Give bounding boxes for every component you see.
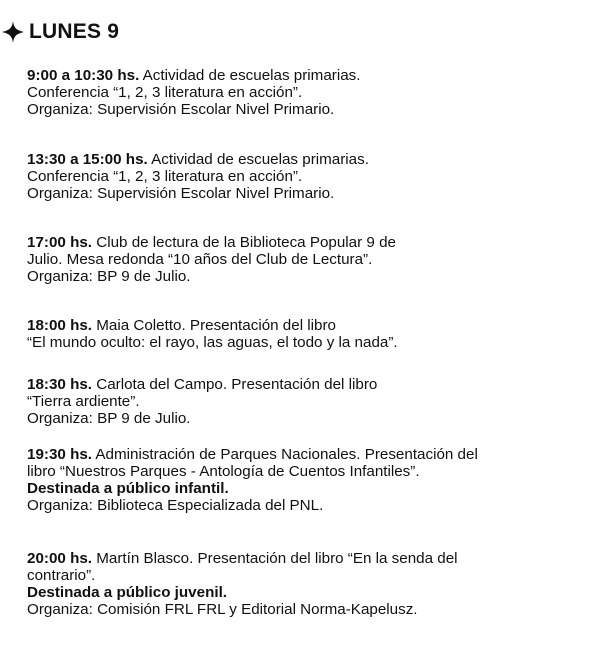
event-audience-note: Destinada a público juvenil. (27, 584, 228, 601)
event-first-line (27, 550, 597, 567)
event-time: 20:00 hs. (27, 550, 93, 567)
event-first-line (27, 151, 597, 168)
event-organizer: Organiza: Biblioteca Especializada del PNL. (27, 497, 324, 514)
event-description: Administración de Parques Nacionales. Presentación del (92, 446, 478, 463)
event-item (27, 446, 597, 514)
event-line: “Tierra ardiente”. (27, 393, 140, 410)
event-first-line (27, 317, 597, 334)
event-organizer: Organiza: Comisión FRL FRL y Editorial Norma-Kapelusz. (27, 601, 418, 618)
event-audience-note: Destinada a público infantil. (27, 480, 229, 497)
event-time: 13:30 a 15:00 hs. (27, 151, 148, 168)
event-description: Maia Coletto. Presentación del libro (92, 317, 336, 334)
event-description: Carlota del Campo. Presentación del libro (92, 376, 378, 393)
event-first-line (27, 446, 597, 463)
event-line: Organiza: BP 9 de Julio. (27, 268, 191, 285)
event-line: Conferencia “1, 2, 3 literatura en acción”. (27, 168, 303, 185)
event-line: contrario”. (27, 567, 96, 584)
event-first-line (27, 376, 597, 393)
four-point-star-icon (2, 21, 24, 43)
event-item (27, 234, 597, 285)
event-line: Julio. Mesa redonda “10 años del Club de Lectura”. (27, 251, 373, 268)
event-first-line (27, 234, 597, 251)
event-item (27, 151, 597, 202)
event-time: 18:30 hs. (27, 376, 93, 393)
event-description: Martín Blasco. Presentación del libro “En la senda del (92, 550, 458, 567)
event-time: 9:00 a 10:30 hs. (27, 67, 140, 84)
event-description: Actividad de escuelas primarias. (139, 67, 361, 84)
day-header (2, 17, 119, 47)
event-time: 19:30 hs. (27, 446, 93, 463)
event-line: libro “Nuestros Parques - Antología de Cuentos Infantiles”. (27, 463, 420, 480)
event-time: 18:00 hs. (27, 317, 93, 334)
event-item (27, 376, 597, 427)
event-item (27, 317, 597, 351)
event-line: Conferencia “1, 2, 3 literatura en acción”. (27, 84, 303, 101)
event-line: Organiza: BP 9 de Julio. (27, 410, 191, 427)
event-time: 17:00 hs. (27, 234, 93, 251)
event-first-line (27, 67, 597, 84)
event-item (27, 67, 597, 118)
event-line: Organiza: Supervisión Escolar Nivel Primario. (27, 101, 335, 118)
event-line: “El mundo oculto: el rayo, las aguas, el todo y la nada”. (27, 334, 398, 351)
event-description: Club de lectura de la Biblioteca Popular 9 de (92, 234, 396, 251)
event-item (27, 550, 597, 618)
event-description: Actividad de escuelas primarias. (147, 151, 369, 168)
day-title: LUNES 9 (29, 20, 120, 43)
event-line: Organiza: Supervisión Escolar Nivel Primario. (27, 185, 335, 202)
